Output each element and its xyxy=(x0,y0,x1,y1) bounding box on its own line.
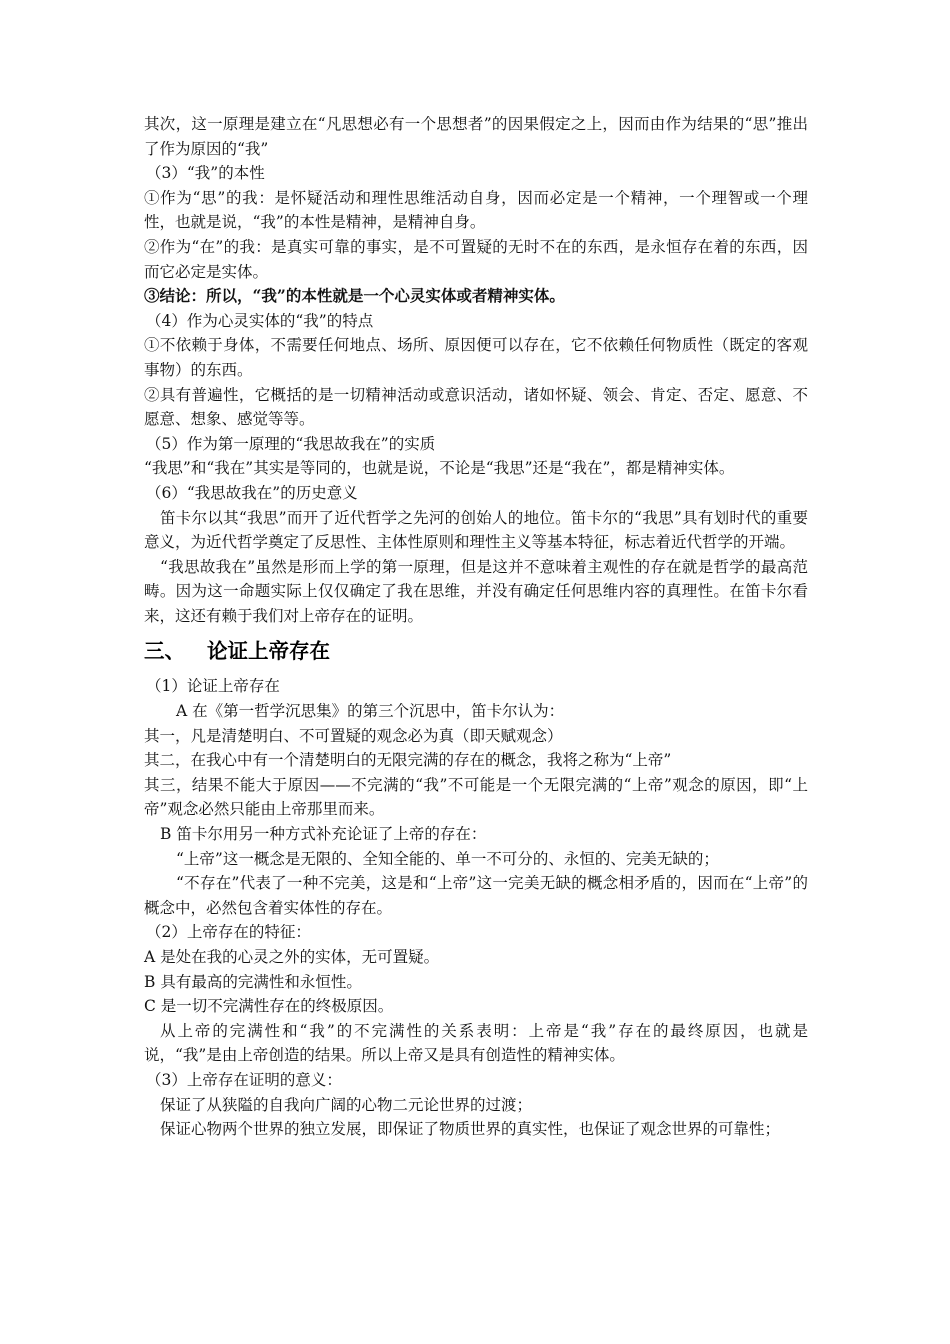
paragraph: 其次，这一原理是建立在“凡思想必有一个思想者”的因果假定之上，因而由作为结果的“思”推出了作为原因的“我” xyxy=(144,115,808,158)
subheading: （6）“我思故我在”的历史意义 xyxy=(146,483,358,502)
paragraph: 笛卡尔以其“我思”而开了近代哲学之先河的创始人的地位。笛卡尔的“我思”具有划时代的重要意义，为近代哲学奠定了反思性、主体性原则和理性主义等基本特征，标志着近代哲学的开端。 xyxy=(144,508,808,552)
paragraph: C 是一切不完满性存在的终极原因。 xyxy=(144,997,394,1016)
subheading: （3）上帝存在证明的意义： xyxy=(146,1070,342,1089)
paragraph: A 在《第一哲学沉思集》的第三个沉思中，笛卡尔认为： xyxy=(176,702,565,721)
subheading: （2）上帝存在的特征： xyxy=(146,923,311,942)
section-title: 论证上帝存在 xyxy=(207,639,330,664)
paragraph: ①作为“思”的我：是怀疑活动和理性思维活动自身，因而必定是一个精神，一个理智或一个理性，也就是说，“我”的本性是精神，是精神自身。 xyxy=(144,188,808,232)
paragraph: 其二，在我心中有一个清楚明白的无限完满的存在的概念，我将之称为“上帝” xyxy=(144,751,672,770)
subheading: （4）作为心灵实体的“我”的特点 xyxy=(146,311,374,330)
paragraph: B 具有最高的完满性和永恒性。 xyxy=(144,972,362,991)
paragraph: ②具有普遍性，它概括的是一切精神活动或意识活动，诸如怀疑、领会、肯定、否定、愿意、不愿意、想象、感觉等等。 xyxy=(144,385,808,429)
paragraph: 从上帝的完满性和“我”的不完满性的关系表明：上帝是“我”存在的最终原因，也就是说，“我”是由上帝创造的结果。所以上帝又是具有创造性的精神实体。 xyxy=(144,1021,808,1065)
paragraph: 其一，凡是清楚明白、不可置疑的观念必为真（即天赋观念） xyxy=(144,726,563,745)
subheading: （3）“我”的本性 xyxy=(146,164,265,183)
paragraph: B 笛卡尔用另一种方式补充论证了上帝的存在： xyxy=(160,825,487,844)
section-heading xyxy=(144,636,808,666)
paragraph: ②作为“在”的我：是真实可靠的事实，是不可置疑的无时不在的东西，是永恒存在着的东西，因而它必定是实体。 xyxy=(144,237,808,281)
section-two-continued xyxy=(144,112,808,628)
paragraph: 保证了从狭隘的自我向广阔的心物二元论世界的过渡； xyxy=(160,1095,533,1114)
paragraph: 其三，结果不能大于原因——不完满的“我”不可能是一个无限完满的“上帝”观念的原因，即“上帝”观念必然只能由上帝那里而来。 xyxy=(144,775,808,819)
subheading: （5）作为第一原理的“我思故我在”的实质 xyxy=(146,434,436,453)
subheading: （1）论证上帝存在 xyxy=(146,677,280,696)
paragraph: “我思”和“我在”其实是等同的，也就是说，不论是“我思”还是“我在”，都是精神实体。 xyxy=(144,459,735,478)
paragraph: 保证心物两个世界的独立发展，即保证了物质世界的真实性，也保证了观念世界的可靠性； xyxy=(160,1120,781,1139)
paragraph: “不存在”代表了一种不完美，这是和“上帝”这一完美无缺的概念相矛盾的，因而在“上帝”的概念中，必然包含着实体性的存在。 xyxy=(144,874,808,917)
paragraph: “我思故我在”虽然是形而上学的第一原理，但是这并不意味着主观性的存在就是哲学的最高范畴。因为这一命题实际上仅仅确定了我在思维，并没有确定任何思维内容的真理性。在笛卡尔看来，这还有赖于我们对上帝存在的证明。 xyxy=(144,557,808,625)
section-number: 三、 xyxy=(144,639,185,664)
document-page xyxy=(144,112,808,1142)
paragraph: A 是处在我的心灵之外的实体，无可置疑。 xyxy=(144,948,440,966)
conclusion-paragraph: ③结论：所以，“我”的本性就是一个心灵实体或者精神实体。 xyxy=(144,286,565,306)
paragraph: “上帝”这一概念是无限的、全知全能的、单一不可分的、永恒的、完美无缺的； xyxy=(176,849,719,868)
paragraph: ①不依赖于身体，不需要任何地点、场所、原因便可以存在，它不依赖任何物质性（既定的客观事物）的东西。 xyxy=(144,336,808,379)
section-three xyxy=(144,674,808,1141)
